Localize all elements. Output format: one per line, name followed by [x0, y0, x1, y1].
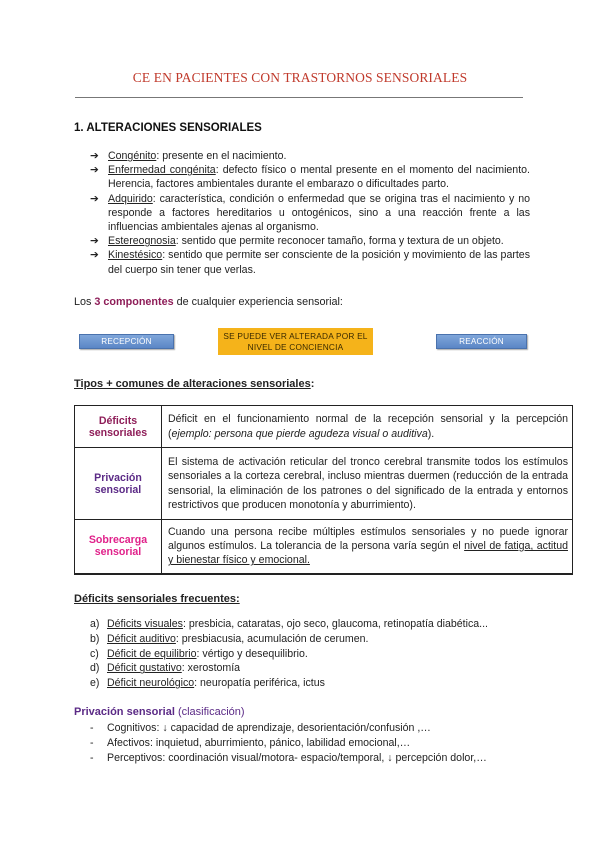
- list-item: [90, 736, 487, 751]
- definition: : sentido que permite reconocer tamaño, forma y textura de un objeto.: [175, 235, 504, 248]
- arrow-icon: ➔: [90, 235, 99, 248]
- list-marker: -: [90, 752, 94, 764]
- row-label-sobrecarga: Sobrecarga sensorial: [75, 520, 162, 574]
- definition: : defecto físico o mental presente en el momento del nacimiento. Herencia, factores ambientales durante el embarazo o dificultades parto.: [108, 164, 530, 191]
- list-item: [90, 248, 530, 276]
- term: Congénito: [108, 150, 157, 162]
- row-desc-deficits: [162, 406, 573, 448]
- list-item: [90, 751, 487, 766]
- list-item: [90, 661, 488, 676]
- example-text: ejemplo: persona que pierde agudeza visual o auditiva: [171, 427, 428, 440]
- list-marker: d): [90, 662, 100, 675]
- list-marker: -: [90, 722, 94, 734]
- list-item: [90, 192, 530, 235]
- page-title: CE EN PACIENTES CON TRASTORNOS SENSORIALES: [132, 70, 468, 85]
- definition: : característica, condición o enfermedad que se origina tras el nacimiento y no responde a factores hereditarios u ontogénicos, sino a una reacción frente a las influencias ambientales ajenas al organismo.: [108, 192, 530, 234]
- list-marker: c): [90, 647, 99, 660]
- table-row: [75, 448, 573, 520]
- definition: : presbicia, cataratas, ojo seco, glaucoma, retinopatía diabética...: [182, 618, 488, 630]
- reaction-box: REACCIÓN: [436, 334, 527, 349]
- components-intro: [74, 296, 343, 308]
- deficits-list: [90, 617, 488, 691]
- deficits-heading: Déficits sensoriales frecuentes:: [74, 593, 240, 605]
- list-item: [90, 721, 487, 736]
- list-item: [90, 617, 488, 632]
- desc-text: Cuando una persona recibe múltiples estímulos sensoriales y no puede ignorar algunos estímulos. La tolerancia de la persona varía según el: [168, 525, 568, 553]
- term: Adquirido: [108, 192, 153, 205]
- list-item: [90, 632, 488, 647]
- term: Déficit de equilibrio: [107, 647, 197, 660]
- definition: : presbiacusia, acumulación de cerumen.: [175, 632, 369, 645]
- row-label-privacion: Privación sensorial: [75, 448, 162, 520]
- arrow-icon: ➔: [90, 164, 99, 177]
- list-marker: b): [90, 632, 100, 645]
- row-label-deficits: Déficits sensoriales: [75, 406, 162, 448]
- row-desc-privacion: El sistema de activación reticular del tronco cerebral transmite todos los estímulos sensoriales a la corteza cerebral, incluso mientras duermen (reducción de la entrada sensorial, la eliminación de los patrones o del significado de la entrada y entornos restrictivos que producen monotonía y aburrimiento).: [162, 448, 573, 520]
- definition: : presente en el nacimiento.: [156, 150, 287, 162]
- list-marker: -: [90, 737, 94, 749]
- privacion-subtitle: (clasificación): [174, 706, 245, 718]
- definition: : sentido que permite ser consciente de la posición y movimiento de las partes del cuerpo sin tener que verlas.: [108, 249, 530, 276]
- list-item: [90, 234, 530, 248]
- reception-box: RECEPCIÓN: [79, 334, 174, 349]
- list-marker: a): [90, 618, 100, 630]
- term: Déficits visuales: [107, 618, 183, 630]
- arrow-icon: ➔: [90, 150, 99, 162]
- intro-text: Los: [74, 296, 95, 308]
- term: Déficit neurológico: [107, 677, 195, 690]
- privacion-list: [90, 721, 487, 766]
- term: Déficit gustativo: [107, 662, 182, 675]
- desc-tail: ).: [427, 427, 435, 440]
- arrow-icon: ➔: [90, 192, 99, 205]
- row-desc-sobrecarga: [162, 520, 573, 574]
- section-heading: 1. ALTERACIONES SENSORIALES: [74, 122, 262, 134]
- types-heading: [74, 378, 314, 390]
- types-heading-colon: :: [310, 378, 315, 390]
- privacion-title: Privación sensorial: [74, 706, 175, 718]
- table-row: [75, 406, 573, 448]
- list-item: [90, 163, 530, 191]
- arrow-icon: ➔: [90, 249, 99, 262]
- list-item: [90, 149, 530, 163]
- list-item: [90, 676, 488, 691]
- list-marker: e): [90, 677, 100, 690]
- definition: : xerostomía: [181, 662, 241, 675]
- alterations-table: [74, 405, 573, 575]
- definition: : vértigo y desequilibrio.: [196, 647, 308, 660]
- list-item: [90, 647, 488, 662]
- term: Kinestésico: [108, 249, 163, 262]
- intro-suffix: de cualquier experiencia sensorial:: [173, 296, 343, 308]
- table-row: [75, 520, 573, 574]
- item-text: Perceptivos: coordinación visual/motora- espacio/temporal, ↓ percepción dolor,…: [107, 752, 487, 764]
- item-text: Cognitivos: ↓ capacidad de aprendizaje, desorientación/confusión ,…: [107, 722, 431, 734]
- title-divider: [75, 97, 523, 98]
- privacion-heading: [74, 706, 245, 718]
- types-heading-text: Tipos + comunes de alteraciones sensoriales: [74, 378, 311, 390]
- definition: : neuropatía periférica, ictus: [194, 677, 325, 690]
- term: Déficit auditivo: [107, 632, 176, 645]
- item-text: Afectivos: inquietud, aburrimiento, pánico, labilidad emocional,…: [107, 737, 411, 749]
- term: Enfermedad congénita: [108, 164, 216, 177]
- underlined-text: nivel de fatiga, actitud y bienestar físico y emocional.: [168, 540, 568, 567]
- definitions-list: [90, 149, 530, 277]
- consciousness-box: SE PUEDE VER ALTERADA POR EL NIVEL DE CONCIENCIA: [218, 328, 373, 355]
- term: Estereognosia: [108, 235, 176, 248]
- components-highlight: 3 componentes: [94, 296, 174, 308]
- desc-text: Déficit en el funcionamiento normal de la recepción sensorial y la percepción (: [168, 413, 568, 440]
